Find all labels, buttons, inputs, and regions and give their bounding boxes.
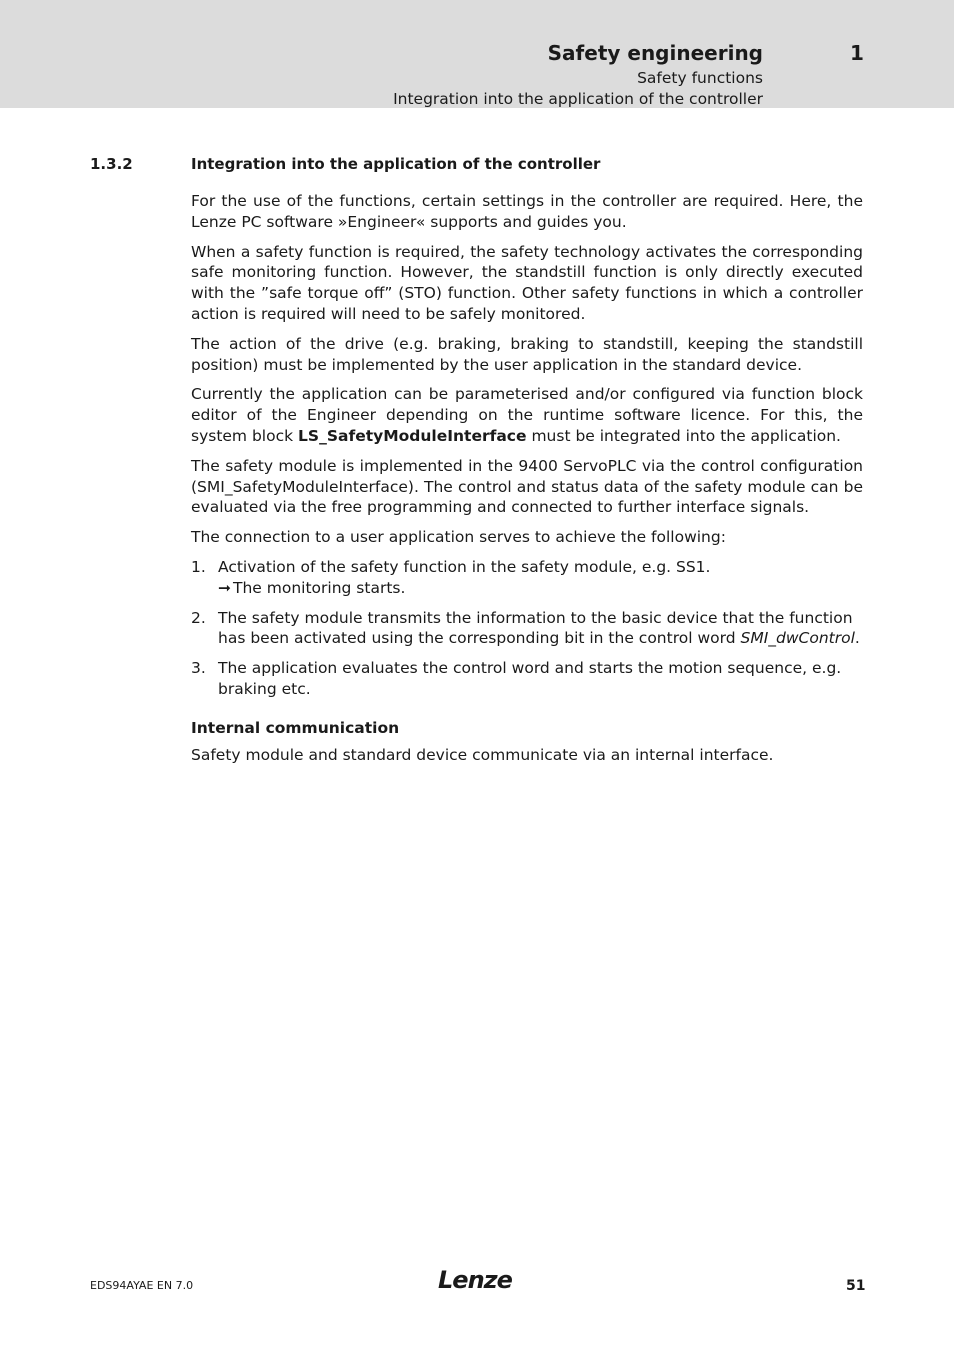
list-item-text: The application evaluates the control word and starts the motion sequence, e.g. braking etc. [218, 659, 842, 698]
list-item-result: The monitoring starts. [233, 578, 406, 597]
paragraph-4 [191, 384, 863, 446]
list-item [191, 557, 863, 599]
list-item [191, 658, 863, 700]
list-number: 1. [191, 557, 206, 576]
chapter-number: 1 [850, 41, 864, 65]
list-item-text: Activation of the safety function in the safety module, e.g. SS1. [218, 557, 711, 576]
paragraph-7: Safety module and standard device communicate via an internal interface. [191, 745, 774, 764]
lenze-logo: Lenze [438, 1266, 512, 1294]
header-band [0, 0, 954, 108]
paragraph-2: When a safety function is required, the safety technology activates the corresponding safe monitoring function. However, the standstill function is only directly executed with the ”safe torque off” (STO) function. Other safety functions in which a controller action is required will need to be safely monitored. [191, 242, 863, 323]
subheading: Internal communication [191, 718, 400, 737]
paragraph-3: The action of the drive (e.g. braking, braking to standstill, keeping the standstill position) must be implemented by the user application in the standard device. [191, 334, 863, 374]
header-subtitle-1: Safety functions [637, 69, 763, 87]
page-number: 51 [846, 1278, 866, 1294]
list-item [191, 608, 863, 650]
paragraph-6: The connection to a user application serves to achieve the following: [191, 528, 726, 547]
list-number: 3. [191, 659, 206, 678]
list-item-text-post: . [854, 629, 860, 648]
section-number: 1.3.2 [90, 155, 133, 173]
paragraph-5: The safety module is implemented in the 9400 ServoPLC via the control configuration (SMI_SafetyModuleInterface). The control and status data of the safety module can be evaluated via the free programming and connected to further interface signals. [191, 456, 863, 517]
paragraph-4-post: must be integrated into the application. [526, 426, 841, 445]
section-title: Integration into the application of the controller [191, 155, 601, 173]
numbered-list [191, 557, 863, 700]
system-block-name: LS_SafetyModuleInterface [298, 426, 527, 445]
list-number: 2. [191, 608, 206, 627]
main-content [191, 191, 863, 774]
chapter-title: Safety engineering [547, 41, 763, 65]
document-id: EDS94AYAE EN 7.0 [90, 1279, 194, 1292]
list-item-text-pre: The safety module transmits the information to the basic device that the function has been activated using the corresponding bit in the control word [218, 608, 853, 648]
header-subtitle-2: Integration into the application of the controller [393, 90, 763, 108]
paragraph-1: For the use of the functions, certain settings in the controller are required. Here, the Lenze PC software »Engineer« supports and guides you. [191, 192, 863, 231]
control-word-name: SMI_dwControl [740, 629, 855, 648]
paragraph-4-pre: Currently the application can be parameterised and/or configured via function block editor of the Engineer depending on the runtime software licence. For this, the system block [191, 385, 863, 445]
arrow-right-icon: ➞ [218, 578, 231, 597]
